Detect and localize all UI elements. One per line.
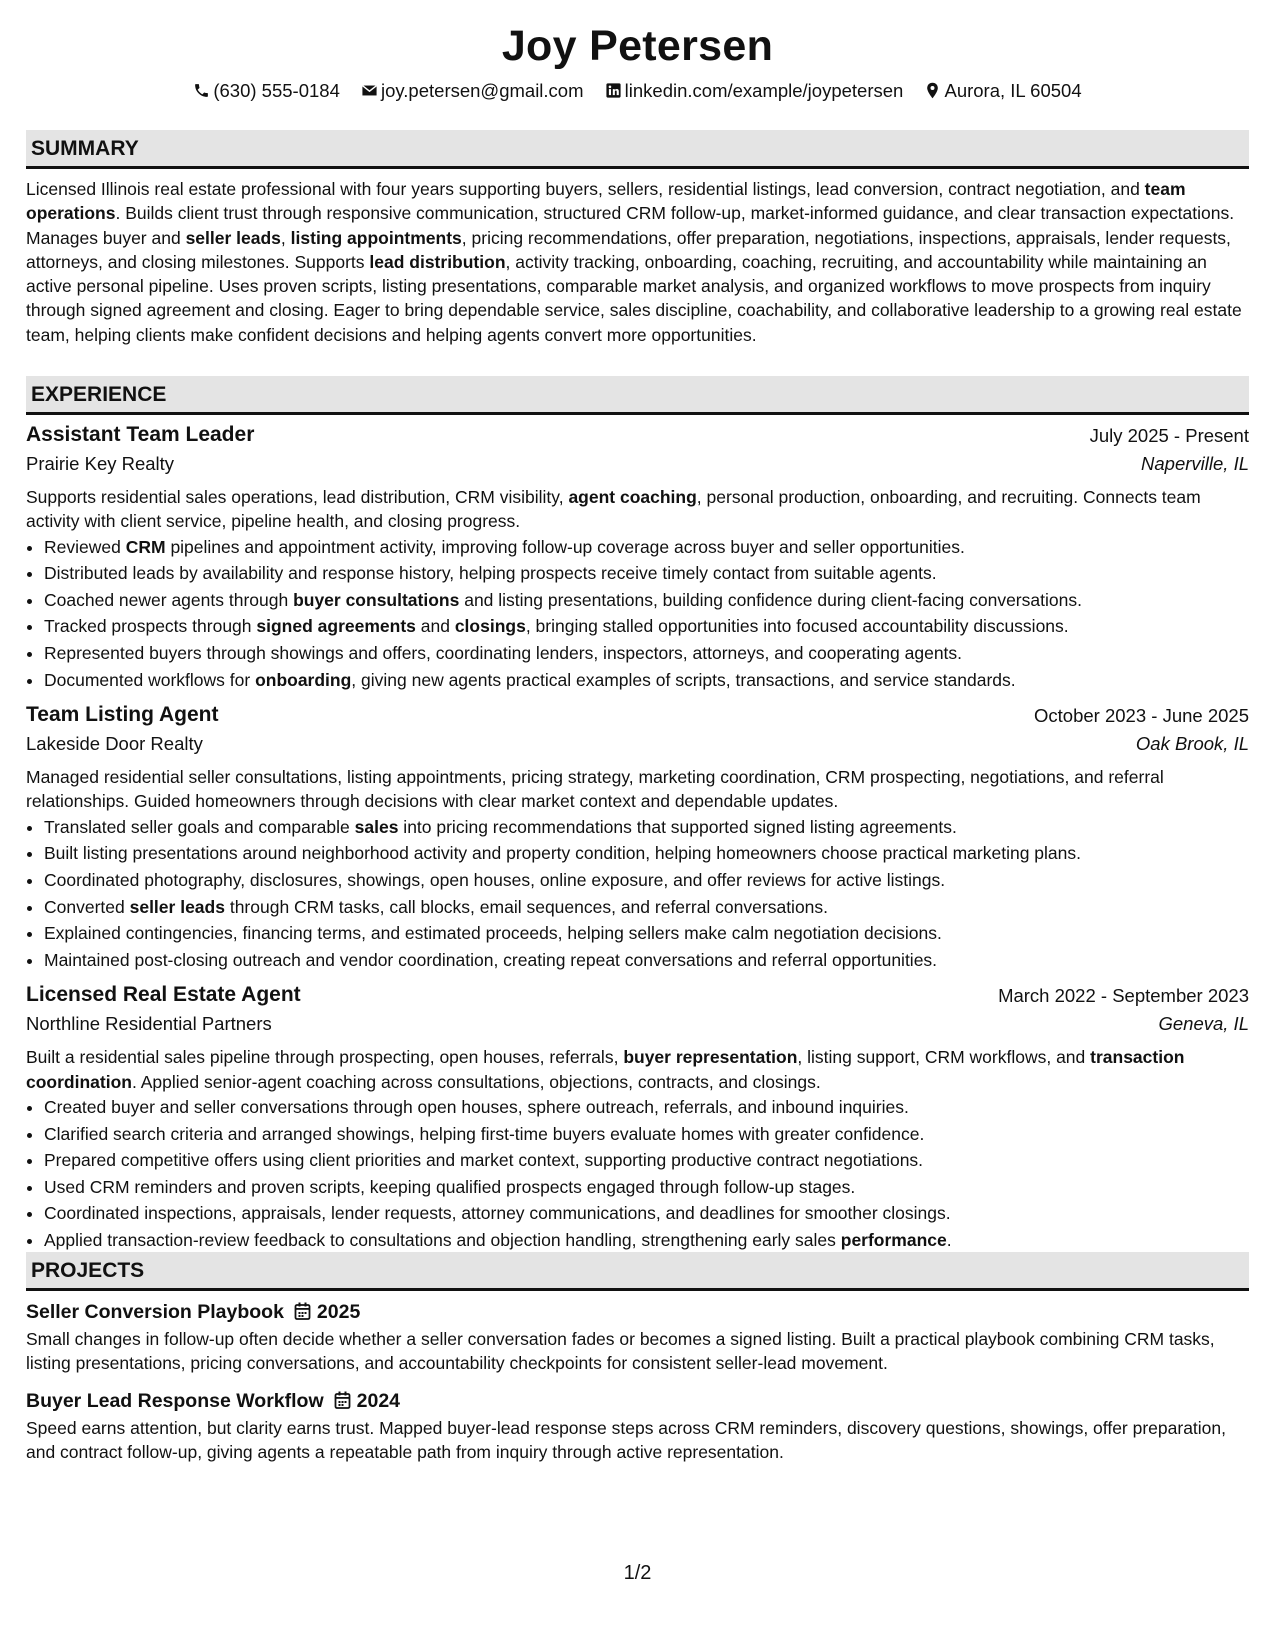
list-item: • Maintained post-closing outreach and vendor coordination, creating repeat conversations and referral opportunities. [44,947,1249,974]
projects-section [26,1252,1249,1464]
list-item: • Created buyer and seller conversations through open houses, sphere outreach, referrals, and inbound inquiries. [44,1094,1249,1121]
map-pin-icon [924,82,941,99]
phone-text: (630) 555-0184 [213,80,340,101]
job-bullets [26,814,1249,974]
section-heading: EXPERIENCE [26,376,1249,415]
linkedin-icon [605,82,622,99]
project-title: Seller Conversion Playbook [26,1301,284,1323]
contact-email[interactable] [361,80,584,102]
project-title: Buyer Lead Response Workflow [26,1389,324,1412]
calendar-icon [294,1302,311,1320]
contact-phone[interactable] [193,80,340,102]
job-entry [26,703,1249,973]
company-name: Prairie Key Realty [26,453,175,474]
project-description: Small changes in follow-up often decide whether a seller conversation fades or becomes a signed listing. Built a practical playbook combining CRM tasks, listing presentations, pricing conversations, and accountability checkpoints for consistent seller-lead movement. [26,1329,1215,1374]
list-item: • Reviewed CRM pipelines and appointment activity, improving follow-up coverage across buyer and seller opportunities. [44,534,1249,561]
list-item: • Represented buyers through showings and offers, coordinating lenders, inspectors, attorneys, and cooperating agents. [44,640,1249,667]
contact-location [924,80,1081,102]
project-year: 2024 [356,1389,401,1412]
job-dates: October 2023 - June 2025 [1034,705,1249,727]
job-title: Assistant Team Leader [26,423,255,446]
job-location: Naperville, IL [1141,453,1249,474]
project-year: 2025 [316,1301,361,1323]
list-item: • Converted seller leads through CRM tasks, call blocks, email sequences, and referral conversations. [44,894,1249,921]
project-entry [26,1386,1249,1465]
list-item: • Coordinated photography, disclosures, showings, open houses, online exposure, and offer reviews for active listings. [44,867,1249,894]
email-text: joy.petersen@gmail.com [381,80,584,101]
job-entry [26,983,1249,1253]
job-location: Geneva, IL [1158,1013,1249,1035]
page-number: 1/2 [623,1562,652,1584]
summary-section [26,130,1249,347]
project-description: Speed earns attention, but clarity earns trust. Mapped buyer-lead response steps across CRM reminders, discovery questions, showings, offer preparation, and contract follow-up, giving agents a repeatable path from inquiry through active representation. [26,1417,1227,1462]
list-item: • Prepared competitive offers using client priorities and market context, supporting productive contract negotiations. [44,1147,1249,1174]
linkedin-text: linkedin.com/example/joypetersen [624,80,904,101]
list-item: • Coached newer agents through buyer consultations and listing presentations, building confidence during client-facing conversations. [44,587,1249,614]
list-item: • Clarified search criteria and arranged showings, helping first-time buyers evaluate homes with greater confidence. [44,1121,1249,1148]
job-location: Oak Brook, IL [1135,733,1249,755]
list-item: • Coordinated inspections, appraisals, lender requests, attorney communications, and deadlines for smoother closings. [44,1200,1249,1227]
company-name: Northline Residential Partners [26,1013,272,1035]
list-item: • Tracked prospects through signed agreements and closings, bringing stalled opportunities into focused accountability discussions. [44,613,1249,640]
summary-text: Licensed Illinois real estate professional with four years supporting buyers, sellers, residential listings, lead conversion, contract negotiation, and team operations. Builds client trust through responsive communication, structured CRM follow-up, market-informed guidance, and clear transaction expectations. Manages buyer and seller leads, listing appointments, pricing recommendations, offer preparation, negotiations, inspections, appraisals, lender requests, attorneys, and closing milestones. Supports lead distribution, activity tracking, onboarding, coaching, recruiting, and accountability while maintaining an active personal pipeline. Uses proven scripts, listing presentations, comparable market analysis, and organized workflows to move prospects from inquiry through signed agreement and closing. Eager to bring dependable service, sales discipline, coachability, and collaborative leadership to a growing real estate team, helping clients make confident decisions and helping agents convert more opportunities. [26,179,1242,345]
job-bullets [26,1094,1249,1254]
envelope-icon [361,82,378,99]
candidate-name: Joy Petersen [501,22,774,70]
calendar-icon [334,1391,351,1409]
job-title: Team Listing Agent [26,703,219,727]
experience-section [26,376,1249,1253]
location-text: Aurora, IL 60504 [944,80,1082,101]
list-item: • Built listing presentations around neighborhood activity and property condition, helping homeowners choose practical marketing plans. [44,840,1249,867]
phone-icon [193,82,210,99]
contact-linkedin[interactable] [605,80,904,102]
job-dates: March 2022 - September 2023 [998,985,1249,1007]
company-name: Lakeside Door Realty [26,733,203,755]
section-heading: SUMMARY [26,130,1249,169]
list-item: • Applied transaction-review feedback to consultations and objection handling, strengthening early sales performance. [44,1227,1249,1254]
job-dates: July 2025 - Present [1089,425,1249,446]
job-entry [26,423,1249,693]
section-heading: PROJECTS [26,1252,1249,1291]
job-title: Licensed Real Estate Agent [26,983,301,1007]
list-item: • Explained contingencies, financing terms, and estimated proceeds, helping sellers make calm negotiation decisions. [44,920,1249,947]
job-description: Supports residential sales operations, lead distribution, CRM visibility, agent coaching, personal production, onboarding, and recruiting. Connects team activity with client service, pipeline health, and closing progress. [26,487,1201,532]
job-description: Managed residential seller consultations, listing appointments, pricing strategy, marketing coordination, CRM prospecting, negotiations, and referral relationships. Guided homeowners through decisions with clear market context and dependable updates. [26,767,1164,812]
contact-bar [0,80,1275,102]
list-item: • Used CRM reminders and proven scripts, keeping qualified prospects engaged through follow-up stages. [44,1174,1249,1201]
job-bullets [26,534,1249,694]
list-item: • Documented workflows for onboarding, giving new agents practical examples of scripts, transactions, and service standards. [44,667,1249,694]
job-description: Built a residential sales pipeline through prospecting, open houses, referrals, buyer representation, listing support, CRM workflows, and transaction coordination. Applied senior-agent coaching across consultations, objections, contracts, and closings. [26,1047,1185,1092]
list-item: • Translated seller goals and comparable sales into pricing recommendations that supported signed listing agreements. [44,814,1249,841]
project-entry [26,1297,1249,1376]
list-item: • Distributed leads by availability and response history, helping prospects receive timely contact from suitable agents. [44,560,1249,587]
